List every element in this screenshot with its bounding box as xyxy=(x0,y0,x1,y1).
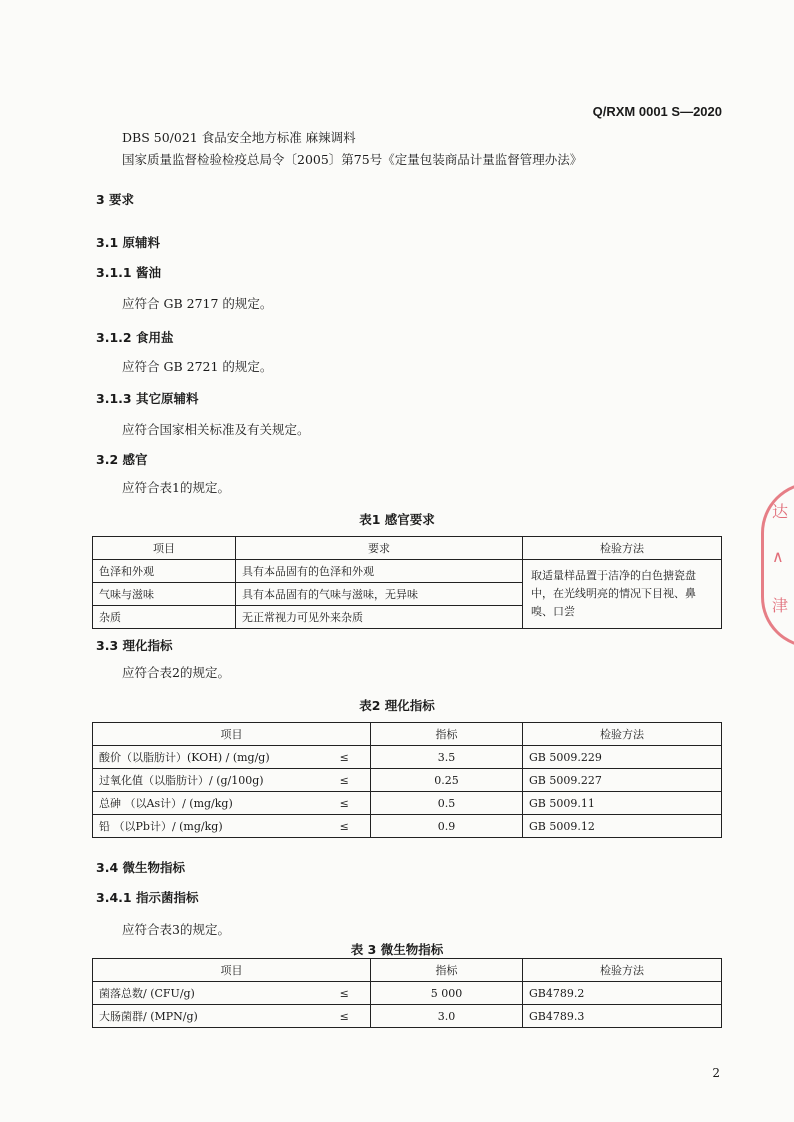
red-seal-stamp: 达 ∧ 津 xyxy=(761,482,794,648)
table-row xyxy=(93,1005,722,1028)
paragraph: 应符合表2的规定。 xyxy=(122,665,230,680)
table-row xyxy=(93,746,722,769)
section-heading: 3.1.1 酱油 xyxy=(96,265,161,280)
table-caption: 表2 理化指标 xyxy=(359,698,435,713)
cell-value: 0.25 xyxy=(371,769,523,792)
cell-item: 气味与滋味 xyxy=(93,583,236,606)
section-heading: 3.1.2 食用盐 xyxy=(96,330,174,345)
section-heading: 3 要求 xyxy=(96,192,135,207)
column-header: 检验方法 xyxy=(523,537,722,560)
table-row xyxy=(93,792,722,815)
section-heading: 3.4 微生物指标 xyxy=(96,860,185,875)
cell-value: 0.5 xyxy=(371,792,523,815)
reference-line: DBS 50/021 食品安全地方标准 麻辣调料 xyxy=(122,130,356,145)
cell-item: 铅 （以Pb计）/ (mg/kg) xyxy=(93,815,319,838)
cell-operator: ≤ xyxy=(319,982,371,1005)
cell-method: GB4789.2 xyxy=(523,982,722,1005)
cell-requirement: 无正常视力可见外来杂质 xyxy=(236,606,523,629)
cell-operator: ≤ xyxy=(319,1005,371,1028)
paragraph: 应符合 GB 2721 的规定。 xyxy=(122,359,273,374)
microbial-table xyxy=(92,958,722,1028)
cell-item: 菌落总数/ (CFU/g) xyxy=(93,982,319,1005)
cell-method: 取适量样品置于洁净的白色搪瓷盘中，在光线明亮的情况下目视、鼻嗅、口尝 xyxy=(523,560,722,629)
cell-requirement: 具有本品固有的气味与滋味，无异味 xyxy=(236,583,523,606)
cell-item: 酸价（以脂肪计）(KOH) / (mg/g) xyxy=(93,746,319,769)
paragraph: 应符合表3的规定。 xyxy=(122,922,230,937)
paragraph: 应符合表1的规定。 xyxy=(122,480,230,495)
cell-value: 0.9 xyxy=(371,815,523,838)
cell-method: GB 5009.227 xyxy=(523,769,722,792)
cell-method: GB 5009.229 xyxy=(523,746,722,769)
table-row xyxy=(93,769,722,792)
cell-operator: ≤ xyxy=(319,815,371,838)
sensory-table xyxy=(92,536,722,629)
paragraph: 应符合国家相关标准及有关规定。 xyxy=(122,422,310,437)
column-header: 项目 xyxy=(93,723,371,746)
cell-method: GB4789.3 xyxy=(523,1005,722,1028)
column-header: 项目 xyxy=(93,959,371,982)
table-caption: 表1 感官要求 xyxy=(359,512,435,527)
cell-item: 色泽和外观 xyxy=(93,560,236,583)
column-header: 要求 xyxy=(236,537,523,560)
cell-value: 3.0 xyxy=(371,1005,523,1028)
section-heading: 3.2 感官 xyxy=(96,452,148,467)
cell-operator: ≤ xyxy=(319,792,371,815)
section-heading: 3.3 理化指标 xyxy=(96,638,173,653)
column-header: 检验方法 xyxy=(523,959,722,982)
physicochemical-table xyxy=(92,722,722,838)
page-number: 2 xyxy=(712,1066,720,1080)
column-header: 指标 xyxy=(371,723,523,746)
table-row xyxy=(93,815,722,838)
table-caption: 表 3 微生物指标 xyxy=(350,942,444,957)
cell-item: 总砷 （以As计）/ (mg/kg) xyxy=(93,792,319,815)
cell-item: 过氧化值（以脂肪计）/ (g/100g) xyxy=(93,769,319,792)
column-header: 检验方法 xyxy=(523,723,722,746)
cell-item: 大肠菌群/ (MPN/g) xyxy=(93,1005,319,1028)
cell-value: 3.5 xyxy=(371,746,523,769)
column-header: 指标 xyxy=(371,959,523,982)
section-heading: 3.1 原辅料 xyxy=(96,235,160,250)
cell-value: 5 000 xyxy=(371,982,523,1005)
table-row xyxy=(93,982,722,1005)
column-header: 项目 xyxy=(93,537,236,560)
cell-method: GB 5009.11 xyxy=(523,792,722,815)
cell-operator: ≤ xyxy=(319,769,371,792)
cell-item: 杂质 xyxy=(93,606,236,629)
section-heading: 3.1.3 其它原辅料 xyxy=(96,391,199,406)
cell-requirement: 具有本品固有的色泽和外观 xyxy=(236,560,523,583)
section-heading: 3.4.1 指示菌指标 xyxy=(96,890,199,905)
table-row xyxy=(93,560,722,583)
standard-code: Q/RXM 0001 S—2020 xyxy=(592,104,722,119)
cell-method: GB 5009.12 xyxy=(523,815,722,838)
cell-operator: ≤ xyxy=(319,746,371,769)
paragraph: 应符合 GB 2717 的规定。 xyxy=(122,296,273,311)
reference-line: 国家质量监督检验检疫总局令〔2005〕第75号《定量包装商品计量监督管理办法》 xyxy=(122,152,583,167)
